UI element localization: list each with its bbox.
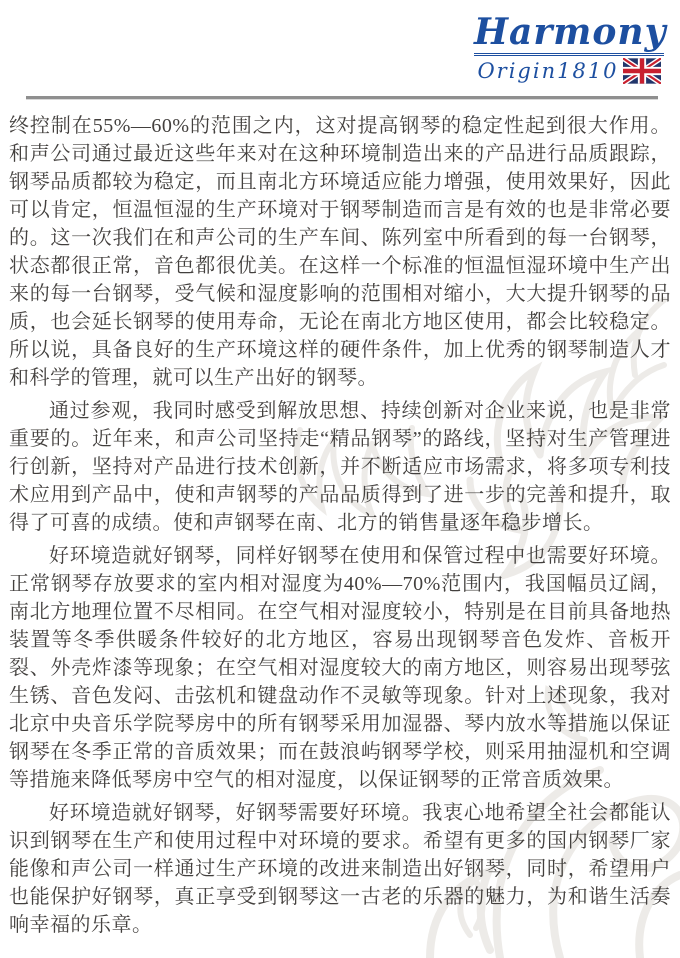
- paragraph: 终控制在55%—60%的范围之内，这对提高钢琴的稳定性起到很大作用。和声公司通过最近这些年来对在这种环境制造出来的产品进行品质跟踪，钢琴品质都较为稳定，而且南北方环境适应能力增强，使用效果好，因此可以肯定，恒温恒湿的生产环境对于钢琴制造而言是有效的也是非常必要的。这一次我们在和声公司的生产车间、陈列室中所看到的每一台钢琴，状态都很正常，音色都很优美。在这样一个标准的恒温恒湿环境中生产出来的每一台钢琴，受气候和湿度影响的范围相对缩小，大大提升钢琴的品质，也会延长钢琴的使用寿命，无论在南北方地区使用，都会比较稳定。所以说，具备良好的生产环境这样的硬件条件，加上优秀的钢琴制造人才和科学的管理，就可以生产出好的钢琴。: [9, 115, 671, 389]
- brand-origin-text: Origin1810: [477, 59, 619, 83]
- paragraph: 通过参观，我同时感受到解放思想、持续创新对企业来说，也是非常重要的。近年来，和声公司坚持走“精品钢琴”的路线，坚持对生产管理进行创新，坚持对产品进行技术创新，并不断适应市场需求，将多项专利技术应用到产品中，使和声钢琴的产品品质得到了进一步的完善和提升，取得了可喜的成绩。使和声钢琴在南、北方的销售量逐年稳步增长。: [9, 400, 671, 534]
- paragraph: 好环境造就好钢琴，好钢琴需要好环境。我衷心地希望全社会都能认识到钢琴在生产和使用过程中对环境的要求。希望有更多的国内钢琴厂家能像和声公司一样通过生产环境的改进来制造出好钢琴，同时，希望用户也能保护好钢琴，真正享受到钢琴这一古老的乐器的魅力，为和谐生活奏响幸福的乐章。: [9, 802, 671, 936]
- brand-origin-row: [474, 58, 664, 84]
- brand-logo: [474, 11, 667, 84]
- brand-name: Harmony: [474, 12, 664, 56]
- document-body: [0, 112, 680, 944]
- paragraph: 好环境造就好钢琴，同样好钢琴在使用和保管过程中也需要好环境。正常钢琴存放要求的室内相对湿度为40%—70%范围内，我国幅员辽阔，南北方地理位置不尽相同。在空气相对湿度较小，特别是在目前具备地热装置等冬季供暖条件较好的北方地区，容易出现钢琴音色发炸、音板开裂、外壳炸漆等现象；在空气相对湿度较大的南方地区，则容易出现琴弦生锈、音色发闷、击弦机和键盘动作不灵敏等现象。针对上述现象，我对北京中央音乐学院琴房中的所有钢琴采用加湿器、琴内放水等措施以保证钢琴在冬季正常的音质效果；而在鼓浪屿钢琴学校，则采用抽湿机和空调等措施来降低琴房中空气的相对湿度，以保证钢琴的正常音质效果。: [9, 545, 671, 791]
- uk-flag-icon: [623, 58, 661, 84]
- header-divider: [26, 96, 658, 100]
